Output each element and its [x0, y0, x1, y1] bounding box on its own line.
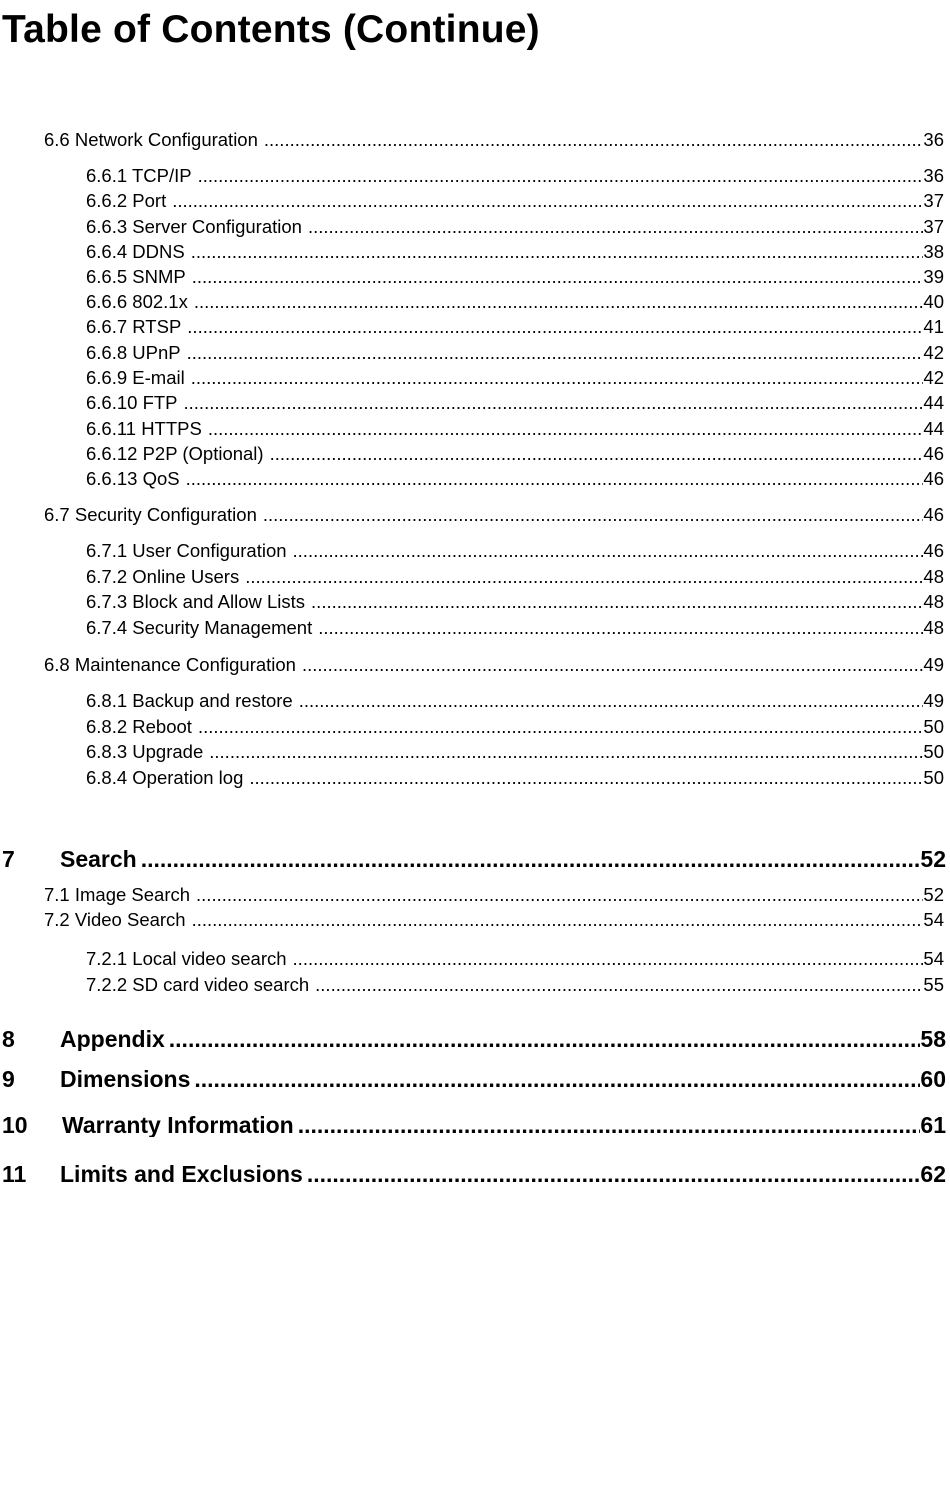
toc-page-number: 58: [920, 1028, 946, 1051]
toc-section: [44, 506, 944, 525]
toc-dot-leader: [165, 1028, 921, 1051]
toc-chapter: [2, 1028, 946, 1051]
toc-subsection: [86, 268, 944, 287]
toc-dot-leader: [296, 656, 923, 675]
toc-subsection: [86, 344, 944, 363]
toc-page-number: 54: [923, 950, 944, 969]
toc-entry-title: 6.6.11 HTTPS: [86, 420, 202, 439]
toc-page-number: 48: [923, 593, 944, 612]
toc-entry-title: 6.7.3 Block and Allow Lists: [86, 593, 306, 612]
toc-entry-title: 6.8.3 Upgrade: [86, 743, 204, 762]
toc-entry-title: Warranty Information: [62, 1114, 294, 1137]
toc-entry-title: 7.2.1 Local video search: [86, 950, 287, 969]
toc-entry-title: 6.7.2 Online Users: [86, 568, 240, 587]
toc-page-number: 44: [923, 420, 944, 439]
toc-entry-title: 6.6.2 Port: [86, 192, 167, 211]
toc-entry-title: 7.2 Video Search: [44, 911, 186, 930]
toc-section: [44, 131, 944, 150]
toc-subsection: [86, 568, 944, 587]
toc-entry-title: 6.6.1 TCP/IP: [86, 167, 192, 186]
toc-entry-title: Appendix: [60, 1028, 165, 1051]
toc-subsection: [86, 692, 944, 711]
toc-subsection: [86, 718, 944, 737]
toc-entry-title: 7.1 Image Search: [44, 886, 191, 905]
toc-dot-leader: [303, 1163, 921, 1186]
toc-dot-leader: [257, 506, 924, 525]
toc-dot-leader: [190, 886, 923, 905]
toc-entry-title: 6.7.1 User Configuration: [86, 542, 287, 561]
toc-subsection: [86, 420, 944, 439]
toc-page-number: 42: [923, 369, 944, 388]
toc-page-number: 40: [923, 293, 944, 312]
toc-dot-leader: [202, 420, 924, 439]
toc-subsection: [86, 218, 944, 237]
toc-dot-leader: [192, 167, 924, 186]
toc-subsection: [86, 976, 944, 995]
toc-entry-title: 6.6.8 UPnP: [86, 344, 181, 363]
toc-page-number: 41: [923, 318, 944, 337]
toc-entry-title: 6.6.7 RTSP: [86, 318, 182, 337]
toc-page-number: 50: [923, 718, 944, 737]
toc-page-number: 54: [923, 911, 944, 930]
toc-entry-title: 6.6.4 DDNS: [86, 243, 185, 262]
toc-page-number: 55: [923, 976, 944, 995]
toc-page-number: 36: [923, 131, 944, 150]
toc-subsection: [86, 619, 944, 638]
toc-entry-title: 6.6.3 Server Configuration: [86, 218, 302, 237]
toc-dot-leader: [302, 218, 923, 237]
toc-dot-leader: [181, 344, 924, 363]
toc-dot-leader: [137, 848, 921, 871]
toc-dot-leader: [203, 743, 923, 762]
toc-dot-leader: [294, 1114, 921, 1137]
toc-page-number: 46: [923, 445, 944, 464]
toc-dot-leader: [186, 268, 924, 287]
toc-page-number: 46: [923, 542, 944, 561]
toc-dot-leader: [258, 131, 924, 150]
toc-section: [44, 911, 944, 930]
toc-entry-title: 6.8.4 Operation log: [86, 769, 244, 788]
toc-dot-leader: [287, 950, 924, 969]
toc-chapter: [2, 1068, 946, 1091]
toc-page-number: 48: [923, 619, 944, 638]
toc-entry-title: Dimensions: [60, 1068, 191, 1091]
toc-dot-leader: [185, 369, 924, 388]
toc-page-number: 52: [923, 886, 944, 905]
toc-entry-title: 7.2.2 SD card video search: [86, 976, 310, 995]
toc-dot-leader: [264, 445, 924, 464]
toc-dot-leader: [293, 692, 924, 711]
toc-page-number: 61: [920, 1114, 946, 1137]
toc-dot-leader: [188, 293, 924, 312]
toc-dot-leader: [309, 976, 923, 995]
toc-page-number: 38: [923, 243, 944, 262]
toc-subsection: [86, 167, 944, 186]
toc-chapter-number: 8: [2, 1028, 15, 1051]
toc-subsection: [86, 394, 944, 413]
toc-dot-leader: [181, 318, 923, 337]
toc-dot-leader: [180, 470, 924, 489]
toc-subsection: [86, 470, 944, 489]
toc-subsection: [86, 950, 944, 969]
toc-subsection: [86, 769, 944, 788]
toc-entry-title: 6.6.12 P2P (Optional): [86, 445, 264, 464]
toc-page-number: 49: [923, 692, 944, 711]
toc-subsection: [86, 593, 944, 612]
toc-entry-title: 6.6 Network Configuration: [44, 131, 258, 150]
toc-entry-title: 6.7 Security Configuration: [44, 506, 257, 525]
toc-entry-title: 6.6.6 802.1x: [86, 293, 188, 312]
toc-subsection: [86, 445, 944, 464]
toc-dot-leader: [239, 568, 923, 587]
toc-entry-title: Search: [60, 848, 137, 871]
toc-chapter-number: 11: [2, 1163, 27, 1186]
toc-subsection: [86, 318, 944, 337]
toc-page-number: 46: [923, 470, 944, 489]
toc-dot-leader: [186, 911, 924, 930]
toc-dot-leader: [305, 593, 923, 612]
toc-page-number: 60: [920, 1068, 946, 1091]
toc-page-number: 42: [923, 344, 944, 363]
toc-section: [44, 886, 944, 905]
toc-page-number: 37: [923, 192, 944, 211]
toc-page-number: 48: [923, 568, 944, 587]
page-title: Table of Contents (Continue): [2, 8, 540, 51]
toc-page-number: 36: [923, 167, 944, 186]
toc-dot-leader: [287, 542, 924, 561]
toc-entry-title: Limits and Exclusions: [60, 1163, 303, 1186]
toc-dot-leader: [243, 769, 923, 788]
toc-page-number: 37: [923, 218, 944, 237]
toc-chapter: [2, 1163, 946, 1186]
toc-dot-leader: [166, 192, 923, 211]
toc-subsection: [86, 542, 944, 561]
toc-dot-leader: [178, 394, 924, 413]
toc-entry-title: 6.8 Maintenance Configuration: [44, 656, 296, 675]
toc-subsection: [86, 743, 944, 762]
toc-chapter: [2, 1114, 946, 1137]
toc-subsection: [86, 192, 944, 211]
toc-entry-title: 6.8.1 Backup and restore: [86, 692, 293, 711]
toc-subsection: [86, 293, 944, 312]
toc-page-number: 52: [920, 848, 946, 871]
toc-page-number: 50: [923, 743, 944, 762]
toc-subsection: [86, 369, 944, 388]
toc-chapter: [2, 848, 946, 871]
toc-page-number: 44: [923, 394, 944, 413]
toc-dot-leader: [190, 1068, 920, 1091]
toc-dot-leader: [185, 243, 924, 262]
toc-entry-title: 6.6.13 QoS: [86, 470, 180, 489]
toc-page-number: 39: [923, 268, 944, 287]
toc-page-number: 50: [923, 769, 944, 788]
toc-dot-leader: [192, 718, 923, 737]
toc-page-number: 62: [920, 1163, 946, 1186]
toc-subsection: [86, 243, 944, 262]
toc-entry-title: 6.6.9 E-mail: [86, 369, 185, 388]
toc-entry-title: 6.7.4 Security Management: [86, 619, 313, 638]
toc-page-number: 49: [923, 656, 944, 675]
toc-section: [44, 656, 944, 675]
toc-page-number: 46: [923, 506, 944, 525]
toc-entry-title: 6.6.10 FTP: [86, 394, 178, 413]
toc-chapter-number: 10: [2, 1114, 28, 1137]
toc-entry-title: 6.6.5 SNMP: [86, 268, 186, 287]
toc-dot-leader: [312, 619, 923, 638]
toc-chapter-number: 7: [2, 848, 15, 871]
toc-chapter-number: 9: [2, 1068, 15, 1091]
toc-entry-title: 6.8.2 Reboot: [86, 718, 192, 737]
